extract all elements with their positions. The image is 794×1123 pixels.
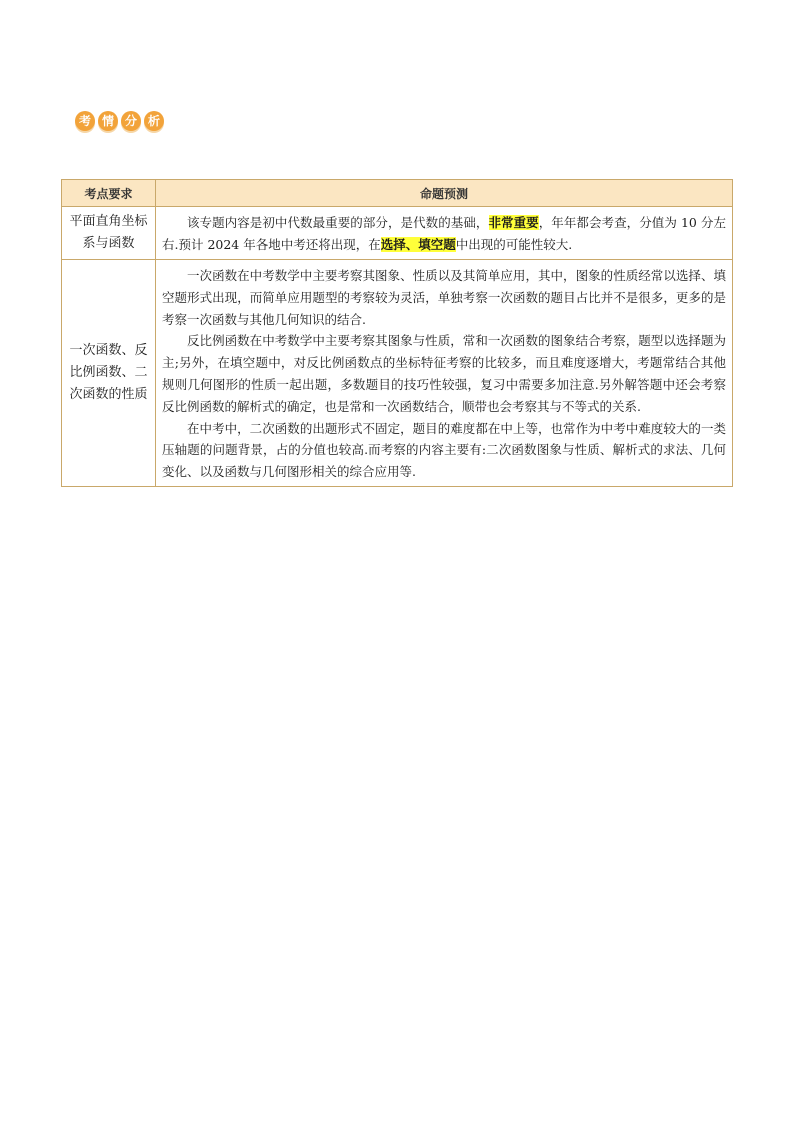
content-paragraph: 在中考中，二次函数的出题形式不固定，题目的难度都在中上等，也常作为中考中难度较大的一类压轴题的问题背景，占的分值也较高.而考察的内容主要有:二次函数图象与性质、解析式的求法、几何变化、以及函数与几何图形相关的综合应用等. (162, 420, 726, 480)
row-content (156, 207, 733, 260)
table-row (62, 260, 733, 487)
text-segment: 中出现的可能性较大. (455, 237, 573, 252)
highlight-very-important: 非常重要 (488, 215, 539, 231)
header-key-requirements: 考点要求 (62, 180, 156, 207)
section-title-badge (75, 111, 164, 131)
table-row (62, 207, 733, 260)
content-paragraph: 一次函数在中考数学中主要考察其图象、性质以及其简单应用，其中，图象的性质经常以选择、填空题形式出现，而简单应用题型的考察较为灵活，单独考察一次函数的题目占比并不是很多，更多的是考察一次函数与其他几何知识的结合. (162, 268, 726, 327)
section-title-char: 分 (121, 111, 141, 131)
row-key: 一次函数、反比例函数、二次函数的性质 (62, 260, 156, 487)
content-paragraph: 反比例函数在中考数学中主要考察其图象与性质，常和一次函数的图象结合考察，题型以选择题为主;另外，在填空题中，对反比例函数点的坐标特征考察的比较多，而且难度逐增大，考题常结合其他规则几何图形的性质一起出题，多数题目的技巧性较强，复习中需要多加注意.另外解答题中还会考察反比例函数的解析式的确定，也是常和一次函数结合，顺带也会考察其与不等式的关系. (162, 333, 726, 414)
table-header-row (62, 180, 733, 207)
highlight-question-types: 选择、填空题 (380, 237, 456, 252)
row-content (156, 260, 733, 487)
section-title-char: 情 (98, 111, 118, 131)
row-key: 平面直角坐标系与函数 (62, 207, 156, 260)
section-title-char: 考 (75, 111, 95, 131)
content-paragraph (162, 212, 726, 256)
text-segment: 该专题内容是初中代数最重要的部分，是代数的基础， (187, 215, 489, 231)
text-segment: ，年年都会考查，分值为 10 分左右.预计 2024 年各地中考还将出现，在 (162, 215, 726, 252)
header-prediction: 命题预测 (156, 180, 733, 207)
exam-analysis-table (61, 179, 733, 487)
section-title-char: 析 (144, 111, 164, 131)
